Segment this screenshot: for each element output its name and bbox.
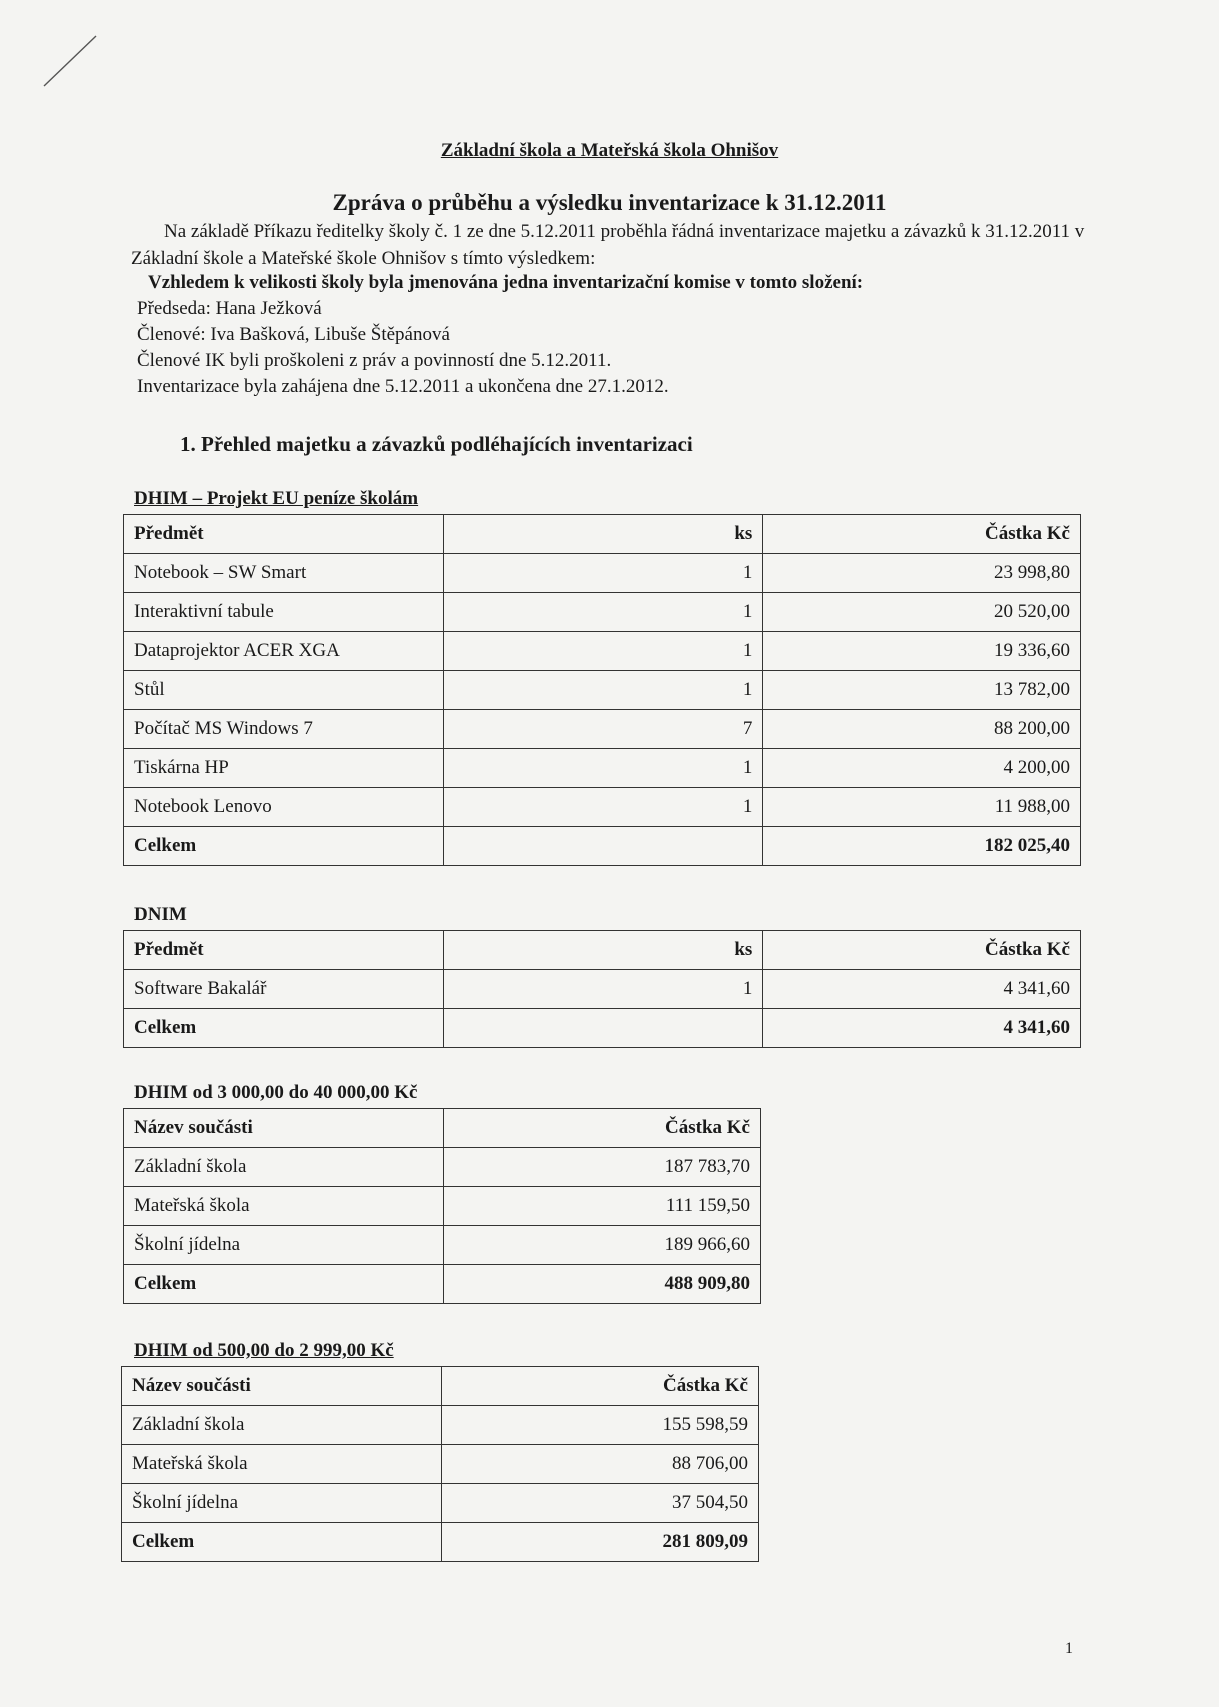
- pencil-stroke-mark: [40, 32, 100, 90]
- table-caption-dhim-eu: DHIM – Projekt EU peníze školám: [134, 488, 419, 509]
- header-cell: Částka Kč: [763, 515, 1081, 554]
- amount-cell: 4 200,00: [763, 749, 1081, 788]
- qty-cell: 1: [443, 671, 763, 710]
- qty-cell: 1: [443, 554, 763, 593]
- part-cell: Mateřská škola: [122, 1445, 442, 1484]
- item-cell: Notebook Lenovo: [124, 788, 444, 827]
- table-row: [122, 1406, 759, 1445]
- amount-cell: 37 504,50: [441, 1484, 759, 1523]
- part-cell: Mateřská škola: [124, 1187, 444, 1226]
- table-row: [124, 710, 1081, 749]
- header-cell: Název součásti: [122, 1367, 442, 1406]
- table-row: [124, 632, 1081, 671]
- table-header-row: [124, 931, 1081, 970]
- header-cell: Předmět: [124, 931, 444, 970]
- table-row: [124, 671, 1081, 710]
- page-number: 1: [1065, 1640, 1073, 1657]
- commission-heading: Vzhledem k velikosti školy byla jmenována jedna inventarizační komise v tomto složení:: [148, 272, 864, 293]
- table-caption-dnim: DNIM: [134, 904, 187, 925]
- table-caption-dhim-3000: DHIM od 3 000,00 do 40 000,00 Kč: [134, 1082, 418, 1103]
- header-cell: Předmět: [124, 515, 444, 554]
- table-total-row: [124, 827, 1081, 866]
- school-name: Základní škola a Mateřská škola Ohnišov: [440, 140, 779, 161]
- amount-cell: 155 598,59: [441, 1406, 759, 1445]
- part-cell: Základní škola: [124, 1148, 444, 1187]
- section-1-heading: 1. Přehled majetku a závazků podléhajících inventarizaci: [180, 432, 693, 456]
- table-total-row: [124, 1265, 761, 1304]
- amount-cell: 4 341,60: [763, 970, 1081, 1009]
- amount-cell: 88 706,00: [441, 1445, 759, 1484]
- table-row: [122, 1445, 759, 1484]
- qty-cell: 7: [443, 710, 763, 749]
- part-cell: Školní jídelna: [124, 1226, 444, 1265]
- table-dhim-500: [121, 1366, 759, 1562]
- header-cell: Částka Kč: [763, 931, 1081, 970]
- qty-cell: 1: [443, 749, 763, 788]
- item-cell: Interaktivní tabule: [124, 593, 444, 632]
- intro-paragraph: Na základě Příkazu ředitelky školy č. 1 ze dne 5.12.2011 proběhla řádná inventarizace majetku a závazků k 31.12.2011 v Základní škole a Mateřské škole Ohnišov s tímto výsledkem:: [131, 221, 1085, 269]
- report-title: Zpráva o průběhu a výsledku inventarizace k 31.12.2011: [332, 190, 887, 215]
- table-caption-dhim-500: DHIM od 500,00 do 2 999,00 Kč: [134, 1340, 394, 1361]
- item-cell: Stůl: [124, 671, 444, 710]
- table-row: [124, 970, 1081, 1009]
- training-note: Členové IK byli proškoleni z práv a povinností dne 5.12.2011.: [137, 350, 612, 371]
- amount-cell: 88 200,00: [763, 710, 1081, 749]
- header-cell: ks: [443, 515, 763, 554]
- total-label-cell: Celkem: [124, 1265, 444, 1304]
- header-cell: Částka Kč: [441, 1367, 759, 1406]
- qty-cell: 1: [443, 593, 763, 632]
- amount-cell: 187 783,70: [443, 1148, 761, 1187]
- item-cell: Tiskárna HP: [124, 749, 444, 788]
- amount-cell: 111 159,50: [443, 1187, 761, 1226]
- header-cell: ks: [443, 931, 763, 970]
- item-cell: Notebook – SW Smart: [124, 554, 444, 593]
- table-total-row: [122, 1523, 759, 1562]
- item-cell: Software Bakalář: [124, 970, 444, 1009]
- table-dnim: [123, 930, 1081, 1048]
- table-row: [124, 1187, 761, 1226]
- total-amount-cell: 4 341,60: [763, 1009, 1081, 1048]
- qty-cell: 1: [443, 970, 763, 1009]
- header-cell: Název součásti: [124, 1109, 444, 1148]
- commission-chair: Předseda: Hana Ježková: [137, 298, 322, 319]
- amount-cell: 11 988,00: [763, 788, 1081, 827]
- amount-cell: 19 336,60: [763, 632, 1081, 671]
- table-header-row: [122, 1367, 759, 1406]
- table-row: [124, 593, 1081, 632]
- total-label-cell: Celkem: [124, 1009, 444, 1048]
- total-label-cell: Celkem: [122, 1523, 442, 1562]
- table-total-row: [124, 1009, 1081, 1048]
- total-amount-cell: 182 025,40: [763, 827, 1081, 866]
- table-dhim-eu: [123, 514, 1081, 866]
- table-row: [124, 554, 1081, 593]
- total-amount-cell: 281 809,09: [441, 1523, 759, 1562]
- amount-cell: 20 520,00: [763, 593, 1081, 632]
- inventory-dates: Inventarizace byla zahájena dne 5.12.2011 a ukončena dne 27.1.2012.: [137, 376, 669, 397]
- total-label-cell: Celkem: [124, 827, 444, 866]
- table-header-row: [124, 1109, 761, 1148]
- table-row: [124, 1148, 761, 1187]
- part-cell: Školní jídelna: [122, 1484, 442, 1523]
- table-row: [122, 1484, 759, 1523]
- header-cell: Částka Kč: [443, 1109, 761, 1148]
- amount-cell: 189 966,60: [443, 1226, 761, 1265]
- item-cell: Počítač MS Windows 7: [124, 710, 444, 749]
- empty-cell: [443, 1009, 763, 1048]
- table-row: [124, 788, 1081, 827]
- table-row: [124, 749, 1081, 788]
- table-row: [124, 1226, 761, 1265]
- item-cell: Dataprojektor ACER XGA: [124, 632, 444, 671]
- commission-members: Členové: Iva Bašková, Libuše Štěpánová: [137, 324, 450, 345]
- amount-cell: 23 998,80: [763, 554, 1081, 593]
- qty-cell: 1: [443, 632, 763, 671]
- total-amount-cell: 488 909,80: [443, 1265, 761, 1304]
- table-header-row: [124, 515, 1081, 554]
- part-cell: Základní škola: [122, 1406, 442, 1445]
- amount-cell: 13 782,00: [763, 671, 1081, 710]
- qty-cell: 1: [443, 788, 763, 827]
- empty-cell: [443, 827, 763, 866]
- table-dhim-3000: [123, 1108, 761, 1304]
